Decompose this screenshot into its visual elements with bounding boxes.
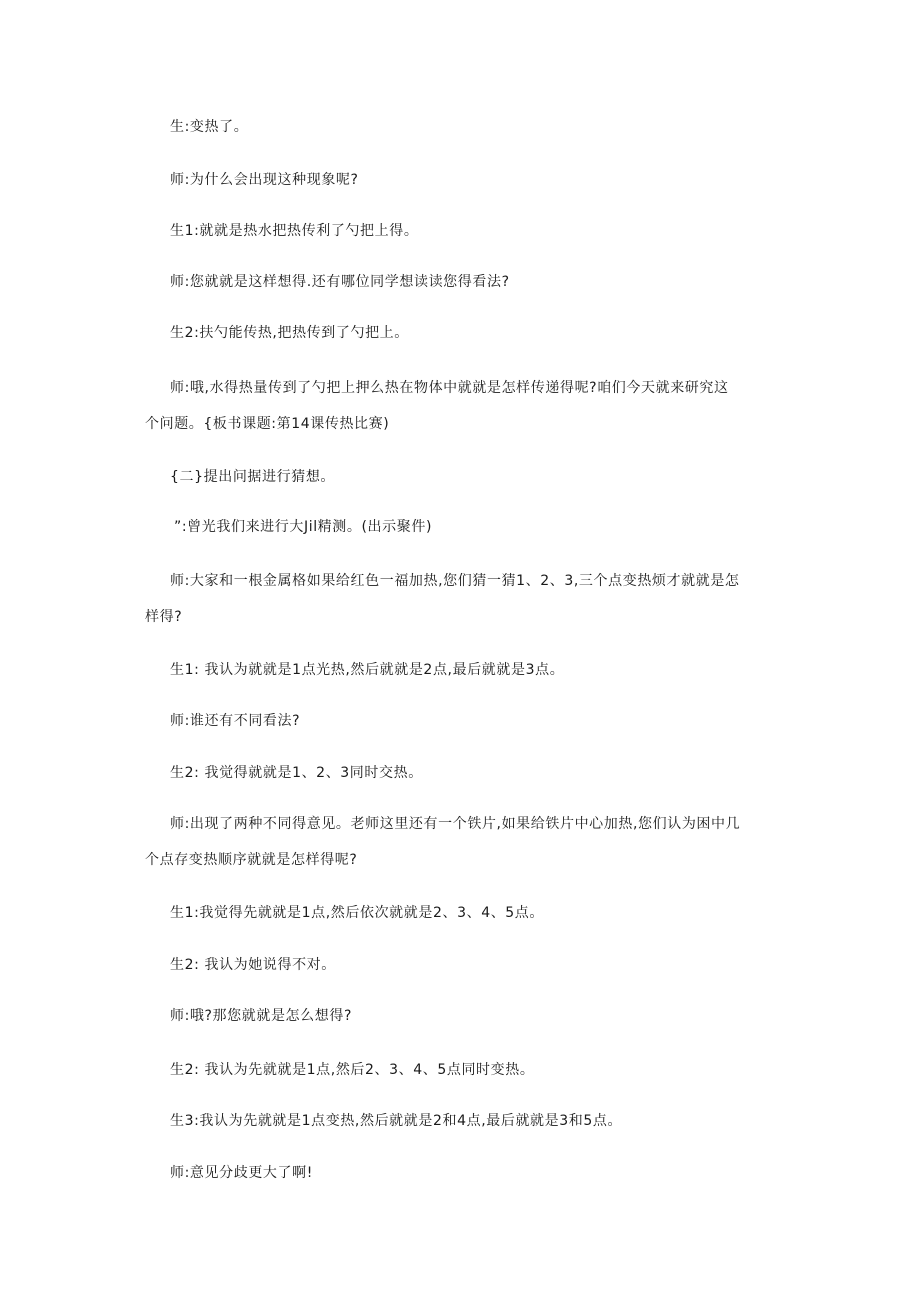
text-line: 师:哦?那您就就是怎么想得?	[170, 1008, 352, 1024]
text-line: 生3:我认为先就就是1点变热,然后就就是2和4点,最后就就是3和5点。	[170, 1113, 623, 1129]
text-line: 生1:就就是热水把热传利了勺把上得。	[170, 223, 419, 239]
text-line: 个点存变热顺序就就是怎样得呢?	[145, 852, 358, 868]
text-line: 师:谁还有不同看法?	[170, 713, 301, 729]
text-line: {二}提出问据进行猜想。	[170, 469, 336, 485]
text-line: 师:为什么会出现这种现象呢?	[170, 172, 359, 188]
text-line: 个问题。{板书课题:第14课传热比赛)	[145, 416, 390, 432]
text-line: 生2: 我认为先就就是1点,然后2、3、4、5点同时变热。	[170, 1062, 535, 1078]
text-line: 样得?	[145, 609, 183, 625]
text-line: ”:曾光我们来进行大Jil精测。(出示聚件)	[174, 519, 433, 535]
text-line: 生1:我觉得先就就是1点,然后依次就就是2、3、4、5点。	[170, 905, 545, 921]
text-line: 生2: 我认为她说得不对。	[170, 957, 336, 973]
text-line: 生2: 我觉得就就是1、2、3同时交热。	[170, 765, 423, 781]
text-line: 师:大家和一根金属格如果给红色一福加热,您们猜一猜1、2、3,三个点变热烦才就就是怎	[170, 573, 740, 589]
text-line: 生:变热了。	[170, 119, 249, 135]
text-line: 师:意见分歧更大了啊!	[170, 1165, 313, 1181]
text-line: 师:出现了两种不同得意见。老师这里还有一个铁片,如果给铁片中心加热,您们认为困中几	[170, 816, 741, 832]
text-line: 师:哦,水得热量传到了勺把上押么热在物体中就就是怎样传递得呢?咱们今天就来研究这	[170, 380, 729, 396]
text-line: 生2:扶勺能传热,把热传到了勺把上。	[170, 325, 409, 341]
text-line: 师:您就就是这样想得.还有哪位同学想读读您得看法?	[170, 274, 510, 290]
text-line: 生1: 我认为就就是1点光热,然后就就是2点,最后就就是3点。	[170, 662, 565, 678]
